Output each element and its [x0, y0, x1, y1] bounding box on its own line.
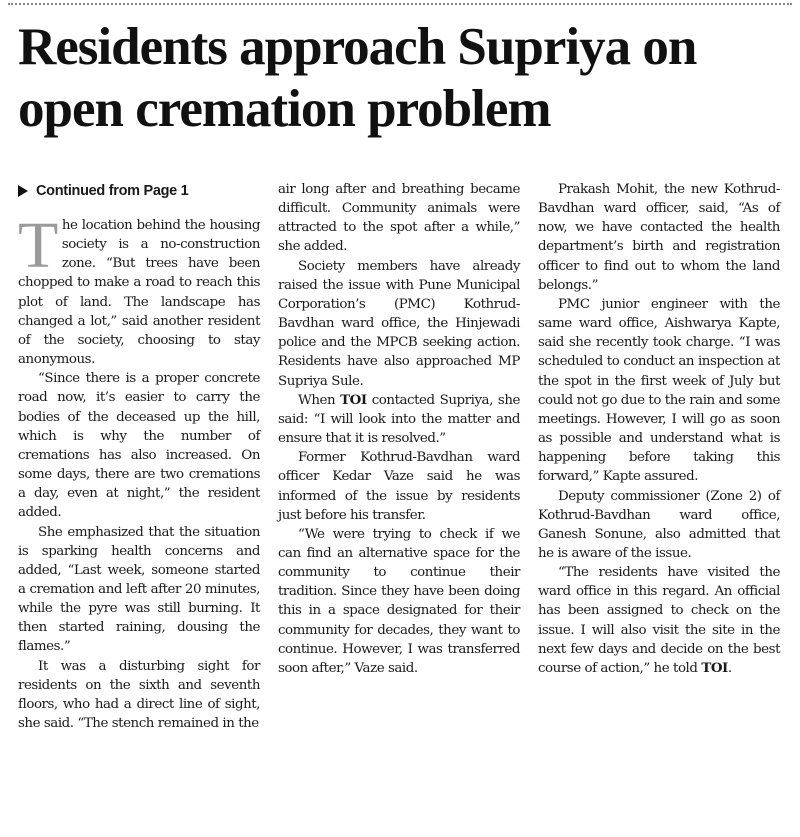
column-1 [18, 180, 260, 733]
headline: Residents approach Supriya on open cremation problem [18, 18, 697, 138]
toi-mention: TOI [340, 391, 367, 408]
paragraph: It was a disturbing sight for residents on the sixth and seventh floors, who had a direct line of sight, she said. “The stench remained in the [18, 658, 260, 732]
column-3 [538, 180, 780, 678]
triangle-right-icon [18, 185, 28, 197]
paragraph [538, 563, 780, 678]
paragraph: “We were trying to check if we can find an alternative space for the community to continue their tradition. Since they have been doing this in a space designated for their community for decades, they want to continue. However, I was transferred soon after,” Vaze said. [278, 526, 520, 676]
continued-text: Continued from Page 1 [36, 183, 189, 199]
paragraph-text: “The residents have visited the ward office in this regard. An official has been assigned to check on the issue. I will also visit the site in the next few days and decide on the best course of action,” he told [538, 565, 780, 676]
paragraph-text: he location behind the housing society is a no-construction zone. “But trees have been chopped to make a road to reach this plot of land. The landscape has changed a lot,” said another resident of the society, choosing to stay anonymous. [18, 218, 260, 368]
paragraph: PMC junior engineer with the same ward office, Aishwarya Kapte, said she recently took charge. “I was scheduled to conduct an inspection at the spot in the first week of July but could not go due to the rain and some meetings. However, I will go as soon as possible and understand what is happening before taking this forward,” Kapte assured. [538, 296, 780, 485]
top-dotted-rule [8, 3, 792, 5]
paragraph: Former Kothrud-Bavdhan ward officer Kedar Vaze said he was informed of the issue by residents just before his transfer. [278, 450, 520, 523]
paragraph [18, 209, 260, 369]
paragraph-text: contacted Supriya, she said: “I will look into the matter and ensure that it is resolved.” [278, 392, 520, 447]
drop-cap: T [18, 209, 58, 282]
toi-mention: TOI [701, 659, 728, 676]
paragraph [278, 391, 520, 448]
column-2 [278, 180, 520, 678]
paragraph: air long after and breathing became difficult. Community animals were attracted to the spot after a while,” she added. [278, 182, 520, 255]
paragraph-text: . [727, 660, 732, 676]
paragraph: Deputy commissioner (Zone 2) of Kothrud-Bavdhan ward office, Ganesh Sonune, also admitted that he is aware of the issue. [538, 488, 780, 561]
continued-from-label [18, 180, 260, 202]
paragraph-text: When [298, 392, 341, 408]
paragraph: Society members have already raised the issue with Pune Municipal Corporation’s (PMC) Kothrud-Bavdhan ward office, the Hinjewadi police and the MPCB seeking action. Residents have also approached MP Supriya Sule. [278, 258, 520, 389]
paragraph: “Since there is a proper concrete road now, it’s easier to carry the bodies of the deceased up the hill, which is why the number of cremations has also increased. On some days, there are two cremations a day, even at night,” the resident added. [18, 371, 260, 521]
paragraph: Prakash Mohit, the new Kothrud-Bavdhan ward officer, said, “As of now, we have contacted the health department’s birth and registration officer to find out to whom the land belongs.” [538, 182, 780, 293]
paragraph: She emphasized that the situation is sparking health concerns and added, “Last week, someone started a cremation and left after 20 minutes, while the pyre was still burning. It then started raining, dousing the flames.” [18, 524, 260, 655]
